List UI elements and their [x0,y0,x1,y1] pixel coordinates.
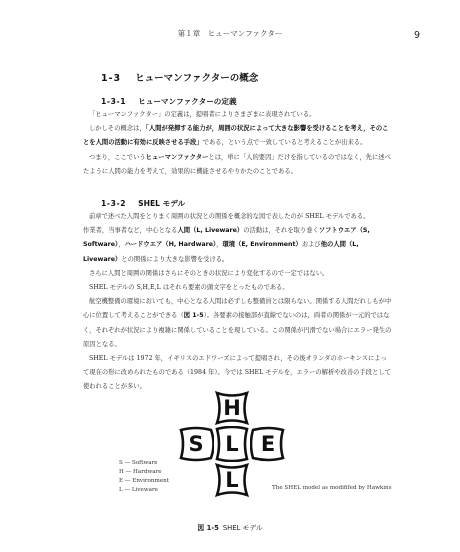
shel-tile-environment [250,426,286,462]
emphasis: 「人間が発揮する能力が，周囲の状況によって大きな影響を受けることを考え，そのことを人間の活動に有効に反映させる手段」 [83,125,389,147]
section-number: 1-3 [101,73,122,84]
figure-reference: 図 1-5 [183,312,204,320]
paragraph: つまり，ここでいうヒューマンファクターとは，単に「人的要因」だけを指しているのではなく，先に述べたように人間の能力を考えて，効果的に機能させるやりかたのことである。 [83,153,391,175]
paragraph: SHEL モデルは 1972 年，イギリスのエドワーズによって提唱され，その後オランダのホーキンスによって現在の形に改められたものである（1984 年）。今では SHEL モデルを，エラーの解析や改善の手段として使われることが多い。 [83,355,391,391]
page-number: 9 [414,30,421,41]
legend-item: L ― Liveware [119,487,158,493]
subsection-heading-1 [101,96,237,107]
figure-legend [119,459,169,495]
emphasis: ソフトウエア（S, Software） [83,227,370,249]
definition-text [83,108,393,179]
legend-item: S ― Software [119,460,158,466]
figure-attribution: The SHEL model as modififed by Hawkins [272,485,392,491]
emphasis: ヒューマンファクター [145,153,209,161]
shel-tile-liveware-center [214,426,250,462]
paragraph: 前章で述べた人間をとりまく周囲の状況との関係を概念的な図で表したのが SHEL モデルである。 [89,213,370,220]
section-title: ヒューマンファクターの概念 [135,73,259,84]
running-head: 第１章 ヒューマンファクター [177,29,283,38]
tile-letter: L [225,468,239,492]
subsection-title: ヒューマンファクターの定義 [138,97,237,106]
section-heading [101,70,258,84]
paragraph: 航空機整備の環境においても，中心となる人間は必ずしも整備員とは限らない。関係する人間だれしもが中心に位置して考えることができる（図 1-5）。各要素の接触部が直線でないのは，両者の関係が一元的ではなく，それぞれが状況により複雑に関係していることを現している。この関係が円滑でない場合にエラー発生の原因となる。 [83,298,392,348]
emphasis: 人間（L, Liveware） [177,227,244,235]
paragraph: 「ヒューマンファクター」の定義は，提唱者によりさまざまに表現されている。 [89,111,316,118]
subsection-number: 1-3-1 [101,97,127,106]
legend-item: E ― Environment [119,478,169,484]
caption-text: SHEL モデル [222,524,263,532]
shel-tile-liveware-other [214,462,250,498]
paragraph: さらに人間と周囲の関係はさらにそのときの状況により変化するので一定ではない。 [89,269,329,277]
paragraph: 作業者，当事者など，中心となる人間（L, Liveware）の活動は，それを取り巻くソフトウエア（S, Software），ハードウエア（H, Hardware），環境（E, Environment）および他の人間（L, Liveware）との関係により大きな影響を受ける。 [83,227,370,263]
figure-caption [0,522,460,532]
shel-tile-hardware [214,390,250,426]
tile-letter: E [260,432,276,456]
shel-tile-software [178,426,214,462]
legend-item: H ― Hardware [119,469,162,475]
subsection-number: 1-3-2 [101,199,127,208]
tile-letter: S [188,432,204,456]
paragraph: SHEL モデルの S,H,E,L はそれら要素の頭文字をとったものである。 [89,284,289,292]
subsection-title: SHEL モデル [138,199,186,208]
subsection-heading-2 [101,198,185,209]
paragraph: しかしその概念は，「人間が発揮する能力が，周囲の状況によって大きな影響を受けることを考え，そのことを人間の活動に有効に反映させる手段」である，という点で一致していると考えることが出来る。 [83,125,389,147]
emphasis: 他の人間（L, Liveware） [83,241,359,263]
caption-number: 図 1-5 [197,524,219,532]
tile-letter: L [225,432,239,456]
emphasis: 環境（E, Environment） [222,241,302,249]
emphasis: ハードウエア（H, Hardware） [124,241,217,249]
tile-letter: H [223,396,241,420]
shel-text [83,210,393,395]
